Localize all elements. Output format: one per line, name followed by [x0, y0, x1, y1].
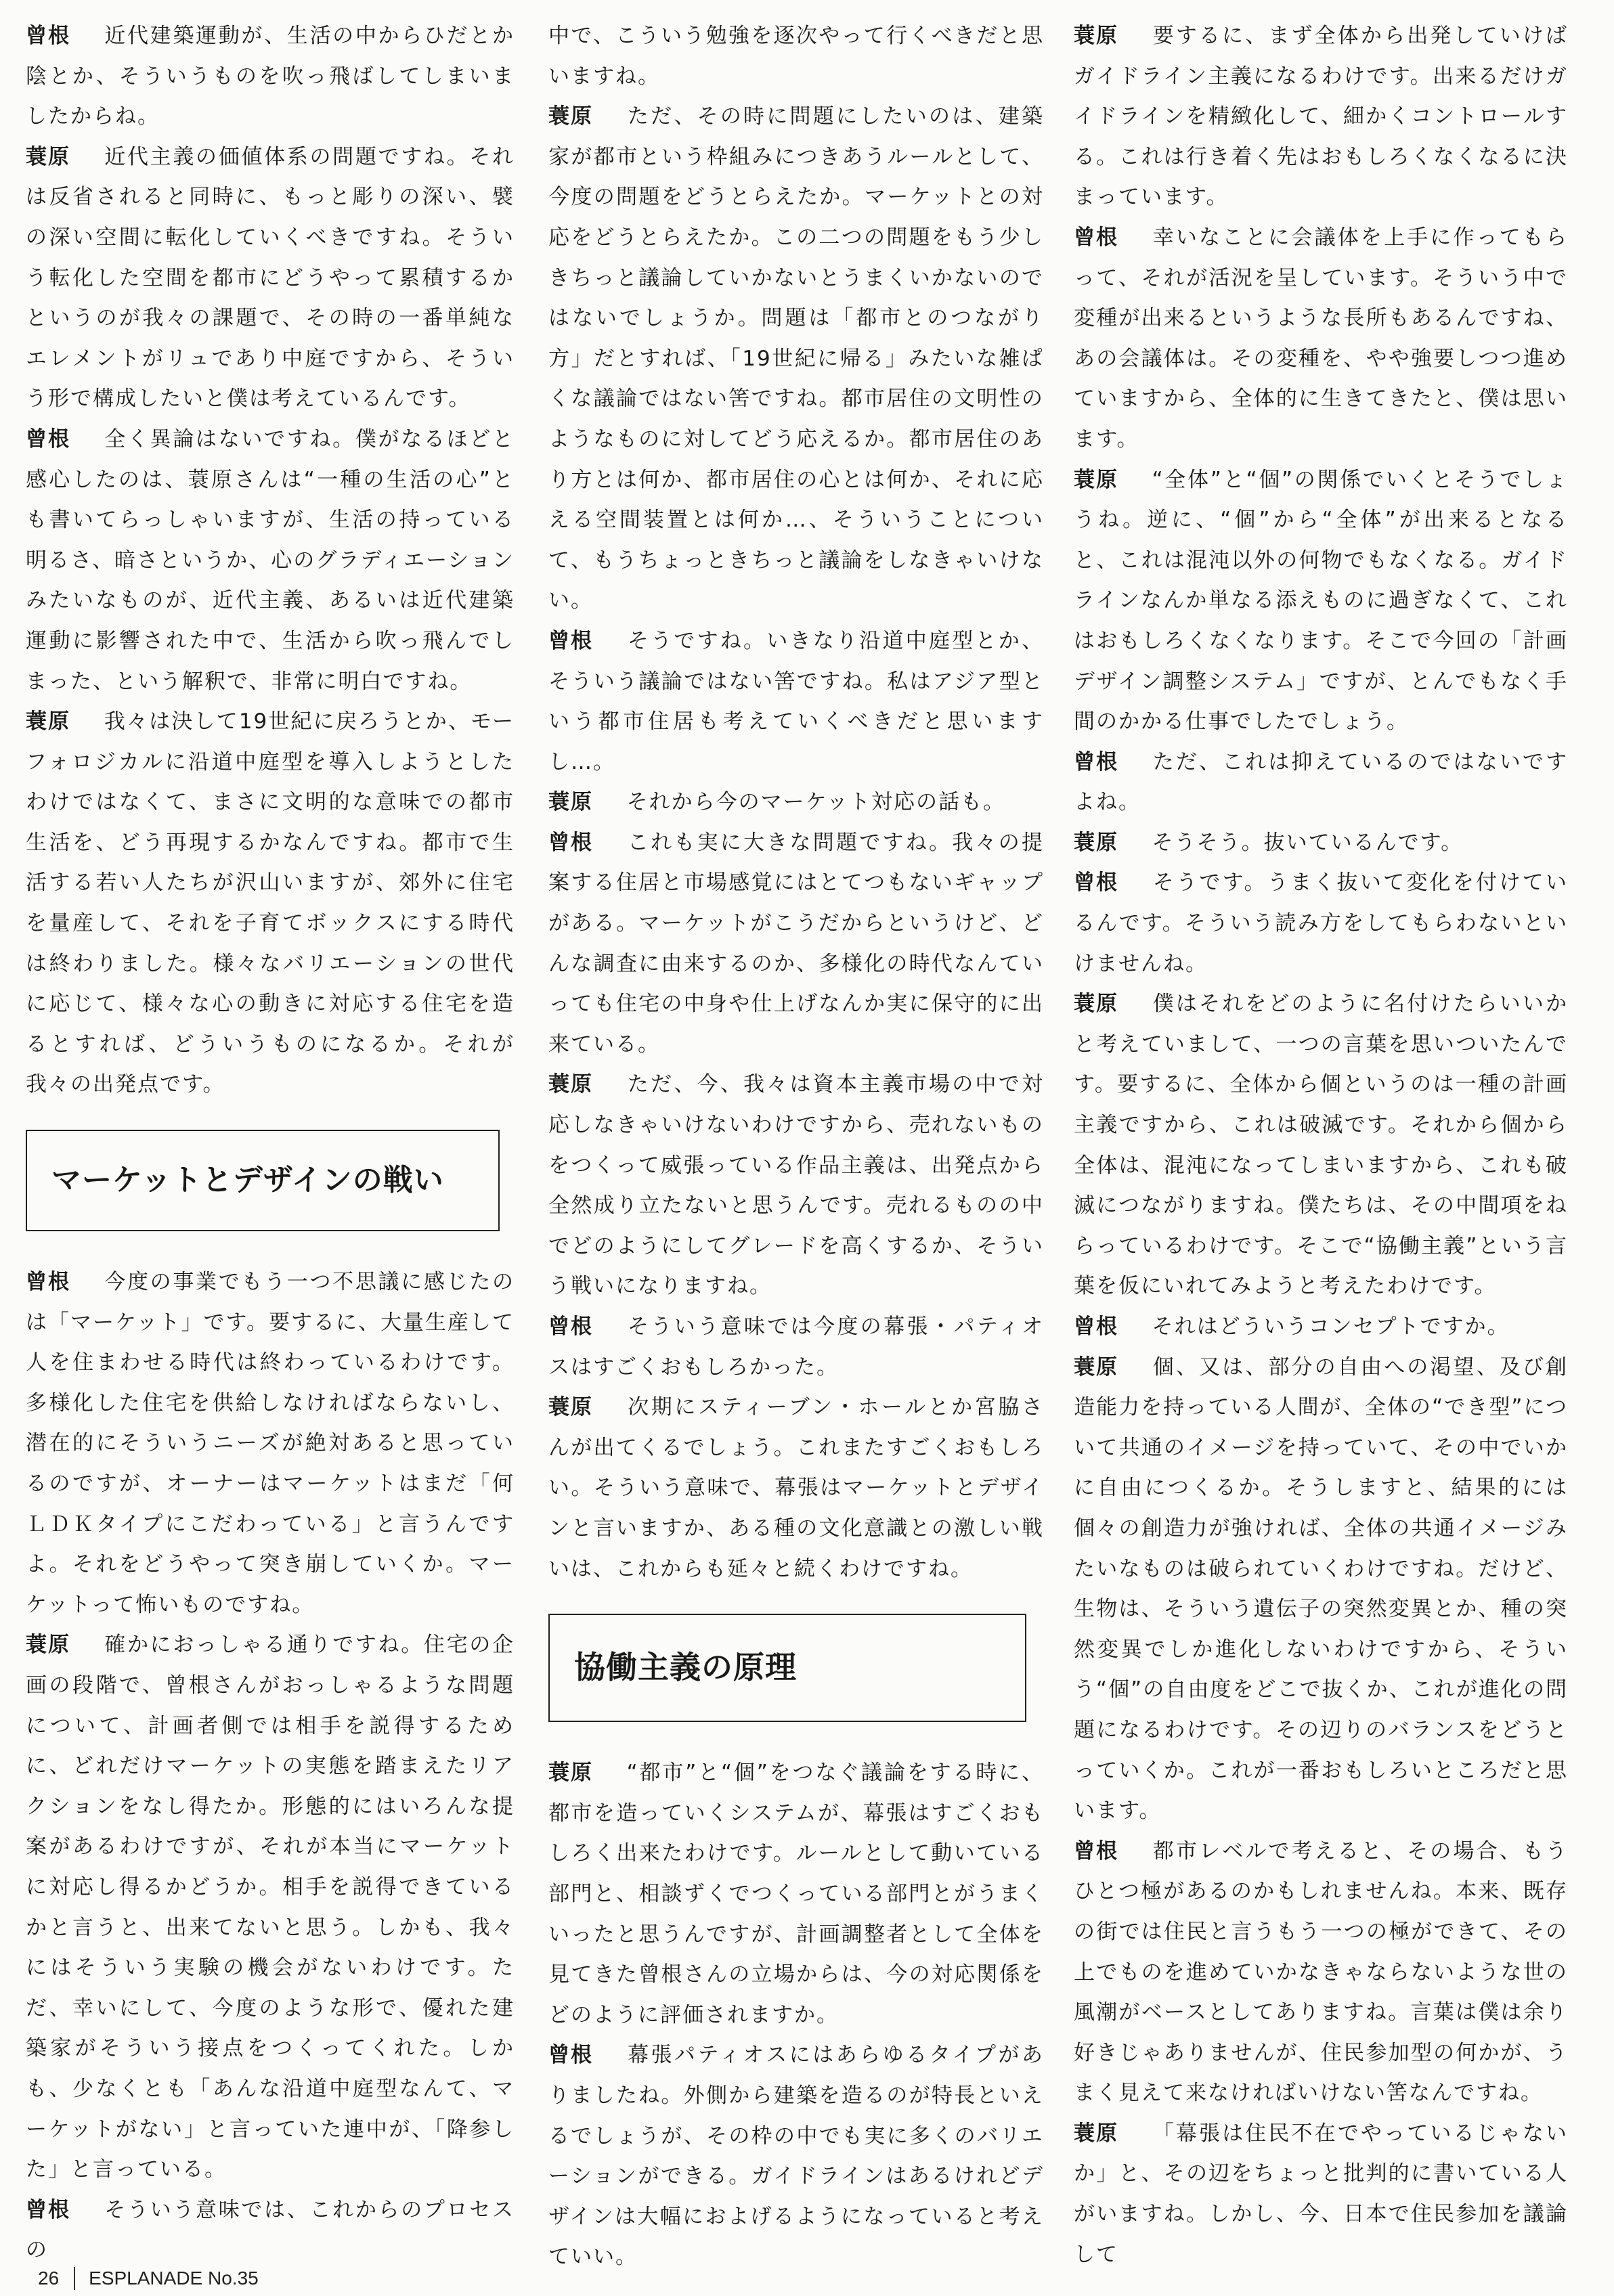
dialogue-paragraph: [1074, 1307, 1568, 1348]
column-1-paragraphs: [26, 16, 515, 1105]
dialogue-paragraph: [26, 420, 515, 702]
dialogue-paragraph: [1074, 2114, 1568, 2275]
page-number: 26: [38, 2268, 60, 2289]
magazine-name: ESPLANADE No.35: [89, 2268, 259, 2289]
paragraph-text: そうです。うまく抜いて変化を付けているんです。そういう読み方をしてもらわないといけませんね。: [1074, 870, 1568, 976]
speaker-name: 蓑原: [548, 790, 593, 815]
speaker-name: 蓑原: [26, 1633, 70, 1658]
speaker-name: 蓑原: [1074, 2121, 1118, 2146]
page-footer: [38, 2265, 259, 2292]
dialogue-paragraph: [26, 16, 515, 137]
column-2: [548, 16, 1044, 2270]
speaker-name: 蓑原: [548, 1395, 593, 1420]
dialogue-paragraph: [548, 1388, 1044, 1589]
speaker-name: 曾根: [1074, 1838, 1118, 1863]
paragraph-text: 今度の事業でもう一つ不思議に感じたのは「マーケット」です。要するに、大量生産して人を住まわせる時代は終わっているわけです。多様化した住宅を供給しなければならないし、潜在的にそういうニーズが絶対あると思っているのですが、オーナーはマーケットはまだ「何ＬＤＫタイプにこだわっている」と言うんですよ。それをどうやって突き崩していくか。マーケットって怖いものですね。: [26, 1270, 515, 1617]
paragraph-text: 確かにおっしゃる通りですね。住宅の企画の段階で、曾根さんがおっしゃるような問題について、計画者側では相手を説得するために、どれだけマーケットの実態を踏まえたリアクションをなし得たか。形態的にはいろんな提案があるわけですが、それが本当にマーケットに対応し得るかどうか。相手を説得できているかと言うと、出来てないと思う。しかも、我々にはそういう実験の機会がないわけです。ただ、幸いにして、今度のような形で、優れた建築家がそういう接点をつくってくれた。しかも、少なくとも「あんな沿道中庭型なんて、マーケットがない」と言っていた連中が、「降参した」と言っている。: [26, 1633, 515, 2182]
speaker-name: 曾根: [26, 1270, 70, 1295]
paragraph-text: それから今のマーケット対応の話も。: [626, 790, 1006, 815]
dialogue-paragraph: [26, 1262, 515, 1625]
dialogue-paragraph: [1074, 16, 1568, 218]
speaker-name: 曾根: [548, 2043, 593, 2068]
dialogue-paragraph: [548, 1307, 1044, 1388]
dialogue-paragraph: [548, 621, 1044, 782]
paragraph-text: 我々は決して19世紀に戻ろうとか、モーフォロジカルに沿道中庭型を導入しようとしたわけではなくて、まさに文明的な意味での都市生活を、どう再現するかなんですね。都市で生活する若い人たちが沢山いますが、郊外に住宅を量産して、それを子育てボックスにする時代は終わりました。様々なバリエーションの世代に応じて、様々な心の動きに対応する住宅を造るとすれば、どういうものになるか。それが我々の出発点です。: [26, 709, 515, 1097]
dialogue-paragraph: [548, 1753, 1044, 2035]
paragraph-text: 要するに、まず全体から出発していけばガイドライン主義になるわけです。出来るだけガイドラインを精緻化して、細かくコントロールする。これは行き着く先はおもしろくなくなるに決まっています。: [1074, 24, 1568, 210]
paragraph-text: 全く異論はないですね。僕がなるほどと感心したのは、蓑原さんは“一種の生活の心”とも書いてらっしゃいますが、生活の持っている明るさ、暗さというか、心のグラディエーションみたいなものが、近代主義、あるいは近代建築運動に影響された中で、生活から吹っ飛んでしまった、という解釈で、非常に明白ですね。: [26, 426, 515, 694]
paragraph-text: これも実に大きな問題ですね。我々の提案する住居と市場感覚にはとてつもないギャップがある。マーケットがこうだからというけど、どんな調査に由来するのか、多様化の時代なんていっても住宅の中身や仕上げなんか実に保守的に出来ている。: [548, 830, 1044, 1057]
dialogue-paragraph: [1074, 460, 1568, 743]
section-title-cooperation: 協働主義の原理: [548, 1614, 1026, 1722]
speaker-name: 蓑原: [548, 104, 593, 129]
dialogue-paragraph: [26, 702, 515, 1105]
column-3: [1074, 16, 1568, 2267]
speaker-name: 曾根: [26, 426, 70, 451]
dialogue-paragraph: [548, 1065, 1044, 1307]
paragraph-text: 個、又は、部分の自由への渇望、及び創造能力を持っている人間が、全体の“でき型”について共通のイメージを持っていて、その中でいかに自由につくるか。そうしますと、結果的には個々の創造力が強ければ、全体の共通イメージみたいなものは破られていくわけですね。だけど、生物は、そういう遺伝子の突然変異とか、種の突然変異でしか進化しないわけですから、そういう“個”の自由度をどこで抜くか、これが進化の問題になるわけです。その辺りのバランスをどうとっていくか。これが一番おもしろいところだと思います。: [1074, 1354, 1568, 1824]
speaker-name: 蓑原: [548, 1072, 593, 1097]
dialogue-paragraph: [26, 2190, 515, 2271]
speaker-name: 曾根: [26, 24, 70, 48]
dialogue-paragraph: [548, 16, 1044, 97]
paragraph-text: そうそう。抜いているんです。: [1152, 830, 1464, 855]
speaker-name: 曾根: [1074, 870, 1118, 896]
dialogue-paragraph: [548, 97, 1044, 621]
dialogue-paragraph: [548, 2035, 1044, 2278]
speaker-name: 曾根: [548, 1315, 593, 1339]
speaker-name: 曾根: [548, 830, 593, 855]
dialogue-paragraph: [1074, 218, 1568, 460]
speaker-name: 曾根: [1074, 749, 1118, 774]
paragraph-text: 幸いなことに会議体を上手に作ってもらって、それが活況を呈しています。そういう中で変種が出来るというような長所もあるんですね、あの会議体は。その変種を、やや強要しつつ進めていますから、全体的に生きてきたと、僕は思います。: [1074, 225, 1568, 451]
section-title-market-design: マーケットとデザインの戦い: [26, 1130, 500, 1231]
dialogue-paragraph: [1074, 984, 1568, 1307]
paragraph-text: そういう意味では、これからのプロセスの: [26, 2197, 515, 2263]
paragraph-text: そうですね。いきなり沿道中庭型とか、そういう議論ではない筈ですね。私はアジア型という都市住居も考えていくべきだと思いますし…。: [548, 628, 1044, 774]
paragraph-text: そういう意味では今度の幕張・パティオスはすごくおもしろかった。: [548, 1315, 1044, 1379]
speaker-name: 曾根: [26, 2197, 70, 2222]
paragraph-text: 都市レベルで考えると、その場合、もうひとつ極があるのかもしれませんね。本来、既存の街では住民と言うもう一つの極ができて、その上でものを進めていかなきゃならないような世の風潮がベースとしてありますね。言葉は僕は余り好きじゃありませんが、住民参加型の何かが、うまく見えて来なければいけない筈なんですね。: [1074, 1838, 1568, 2106]
dialogue-paragraph: [1074, 823, 1568, 864]
paragraph-text: 「幕張は住民不在でやっているじゃないか」と、その辺をちょっと批判的に書いている人がいますね。しかし、今、日本で住民参加を議論して: [1074, 2121, 1568, 2267]
speaker-name: 蓑原: [548, 1761, 593, 1786]
speaker-name: 蓑原: [1074, 830, 1118, 855]
dialogue-paragraph: [548, 823, 1044, 1065]
paragraph-text: ただ、これは抑えているのではないですよね。: [1074, 749, 1568, 815]
column-3-paragraphs: [1074, 16, 1568, 2275]
dialogue-paragraph: [1074, 1348, 1568, 1832]
speaker-name: 曾根: [548, 628, 593, 653]
paragraph-text: 僕はそれをどのように名付けたらいいかと考えていまして、一つの言葉を思いついたんです。要するに、全体から個というのは一種の計画主義ですから、これは破滅です。それから個から全体は、混沌になってしまいますから、これも破滅につながりますね。僕たちは、その中間項をねらっているわけです。そこで“協働主義”という言葉を仮にいれてみようと考えたわけです。: [1074, 992, 1568, 1299]
paragraph-text: ただ、今、我々は資本主義市場の中で対応しなきゃいけないわけですから、売れないものをつくって威張っている作品主義は、出発点から全然成り立たないと思うんです。売れるものの中でどのようにしてグレードを高くするか、そういう戦いになりますね。: [548, 1072, 1044, 1299]
paragraph-text: “全体”と“個”の関係でいくとそうでしょうね。逆に、“個”から“全体”が出来るとなると、これは混沌以外の何物でもなくなる。ガイドラインなんか単なる添えものに過ぎなくて、これはおもしろくなくなります。そこで今回の「計画デザイン調整システム」ですが、とんでもなく手間のかかる仕事でしたでしょう。: [1074, 467, 1568, 734]
paragraph-text: ただ、その時に問題にしたいのは、建築家が都市という枠組みにつきあうルールとして、今度の問題をどうとらえたか。マーケットとの対応をどうとらえたか。この二つの問題をもう少しきちっと議論していかないとうまくいかないのではないでしょうか。問題は「都市とのつながり方」だとすれば、「19世紀に帰る」みたいな雑ぱくな議論ではない筈ですね。都市居住の文明性のようなものに対してどう応えるか。都市居住のあり方とは何か、都市居住の心とは何か、それに応える空間装置とは何か…、そういうことについて、もうちょっときちっと議論をしなきゃいけない。: [548, 104, 1044, 613]
footer-divider: [74, 2267, 75, 2290]
paragraph-text: 幕張パティオスにはあらゆるタイプがありましたね。外側から建築を造るのが特長といえるでしょうが、その枠の中でも実に多くのバリエーションができる。ガイドラインはあるけれどデザインは大幅におよげるようになっていると考えていい。: [548, 2043, 1044, 2270]
column-2-paragraphs: [548, 16, 1044, 1589]
speaker-name: 蓑原: [1074, 992, 1118, 1017]
column-2-paragraphs-after: [548, 1753, 1044, 2278]
speaker-name: 蓑原: [1074, 1354, 1118, 1379]
paragraph-text: それはどういうコンセプトですか。: [1152, 1315, 1510, 1339]
dialogue-paragraph: [26, 137, 515, 420]
column-1: [26, 16, 515, 2263]
column-1-paragraphs-after: [26, 1262, 515, 2271]
paragraph-text: 次期にスティーブン・ホールとか宮脇さんが出てくるでしょう。これまたすごくおもしろい。そういう意味で、幕張はマーケットとデザインと言いますか、ある種の文化意識との激しい戦いは、これからも延々と続くわけですね。: [548, 1395, 1044, 1581]
paragraph-text: 中で、こういう勉強を逐次やって行くべきだと思いますね。: [548, 24, 1044, 89]
dialogue-paragraph: [26, 1625, 515, 2190]
dialogue-paragraph: [548, 782, 1044, 823]
dialogue-paragraph: [1074, 863, 1568, 984]
speaker-name: 曾根: [1074, 225, 1118, 250]
paragraph-text: “都市”と“個”をつなぐ議論をする時に、都市を造っていくシステムが、幕張はすごくおもしろく出来たわけです。ルールとして動いている部門と、相談ずくでつくっている部門とがうまくいったと思うんですが、計画調整者として全体を見てきた曾根さんの立場からは、今の対応関係をどのように評価されますか。: [548, 1761, 1044, 2027]
paragraph-text: 近代建築運動が、生活の中からひだとか陰とか、そういうものを吹っ飛ばしてしまいましたからね。: [26, 24, 515, 129]
speaker-name: 蓑原: [26, 144, 70, 169]
speaker-name: 曾根: [1074, 1315, 1118, 1339]
dialogue-paragraph: [1074, 1832, 1568, 2114]
paragraph-text: 近代主義の価値体系の問題ですね。それは反省されると同時に、もっと彫りの深い、襞の深い空間に転化していくべきですね。そういう転化した空間を都市にどうやって累積するかというのが我々の課題で、その時の一番単純なエレメントがリュであり中庭ですから、そういう形で構成したいと僕は考えているんです。: [26, 144, 515, 412]
speaker-name: 蓑原: [1074, 24, 1118, 48]
speaker-name: 蓑原: [1074, 467, 1118, 492]
dialogue-paragraph: [1074, 743, 1568, 823]
speaker-name: 蓑原: [26, 709, 70, 734]
